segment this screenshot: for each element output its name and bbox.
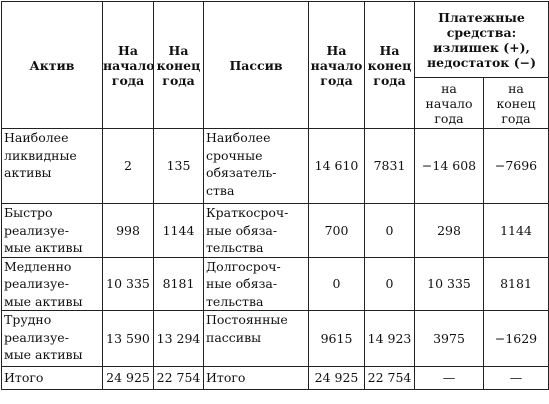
asset-total-label: Итого xyxy=(2,367,103,390)
liability-start-total: 24 925 xyxy=(309,367,365,390)
asset-start-cell: 13 590 xyxy=(103,311,154,367)
col-header-asset: Актив xyxy=(2,2,103,129)
asset-end-cell: 8181 xyxy=(154,257,204,311)
asset-start-cell: 10 335 xyxy=(103,257,154,311)
payment-end-cell: 8181 xyxy=(484,257,549,311)
payment-start-cell: −14 608 xyxy=(415,129,484,204)
col-header-asset-end: На конец года xyxy=(154,2,204,129)
table-row xyxy=(2,257,549,311)
asset-cell: Медленно реализуе- мые активы xyxy=(2,257,103,311)
payment-end-cell: 1144 xyxy=(484,204,549,258)
liability-cell: Долгосроч- ные обяза- тельства xyxy=(204,257,309,311)
col-header-payment-start: на начало года xyxy=(415,78,484,129)
liability-start-cell: 700 xyxy=(309,204,365,258)
col-header-payment-end: на конец года xyxy=(484,78,549,129)
payment-end-cell: −7696 xyxy=(484,129,549,204)
liability-cell: Краткосроч- ные обяза- тельства xyxy=(204,204,309,258)
asset-cell: Наиболее ликвидные активы xyxy=(2,129,103,204)
table-row xyxy=(2,311,549,367)
liability-end-cell: 7831 xyxy=(365,129,415,204)
asset-cell: Быстро реализуе- мые активы xyxy=(2,204,103,258)
col-header-payment: Платежные средства: излишек (+), недостаток (−) xyxy=(415,2,549,78)
table-row xyxy=(2,129,549,204)
payment-start-cell: 298 xyxy=(415,204,484,258)
asset-start-cell: 998 xyxy=(103,204,154,258)
liability-start-cell: 0 xyxy=(309,257,365,311)
liability-end-cell: 0 xyxy=(365,204,415,258)
liability-end-cell: 0 xyxy=(365,257,415,311)
liability-cell: Наиболее срочные обязатель- ства xyxy=(204,129,309,204)
col-header-liability-start: На начало года xyxy=(309,2,365,129)
payment-end-total: — xyxy=(484,367,549,390)
total-row xyxy=(2,367,549,390)
liability-cell: Постоянные пассивы xyxy=(204,311,309,367)
payment-start-cell: 10 335 xyxy=(415,257,484,311)
liability-start-cell: 14 610 xyxy=(309,129,365,204)
payment-start-cell: 3975 xyxy=(415,311,484,367)
payment-end-cell: −1629 xyxy=(484,311,549,367)
asset-cell: Трудно реализуе- мые активы xyxy=(2,311,103,367)
asset-start-total: 24 925 xyxy=(103,367,154,390)
liability-end-total: 22 754 xyxy=(365,367,415,390)
liability-start-cell: 9615 xyxy=(309,311,365,367)
asset-end-total: 22 754 xyxy=(154,367,204,390)
table-row xyxy=(2,204,549,258)
liquidity-balance-table xyxy=(1,1,549,390)
header-row xyxy=(2,2,549,78)
col-header-liability: Пассив xyxy=(204,2,309,129)
col-header-liability-end: На конец года xyxy=(365,2,415,129)
liability-end-cell: 14 923 xyxy=(365,311,415,367)
asset-end-cell: 1144 xyxy=(154,204,204,258)
payment-start-total: — xyxy=(415,367,484,390)
liability-total-label: Итого xyxy=(204,367,309,390)
asset-end-cell: 135 xyxy=(154,129,204,204)
asset-end-cell: 13 294 xyxy=(154,311,204,367)
col-header-asset-start: На начало года xyxy=(103,2,154,129)
asset-start-cell: 2 xyxy=(103,129,154,204)
